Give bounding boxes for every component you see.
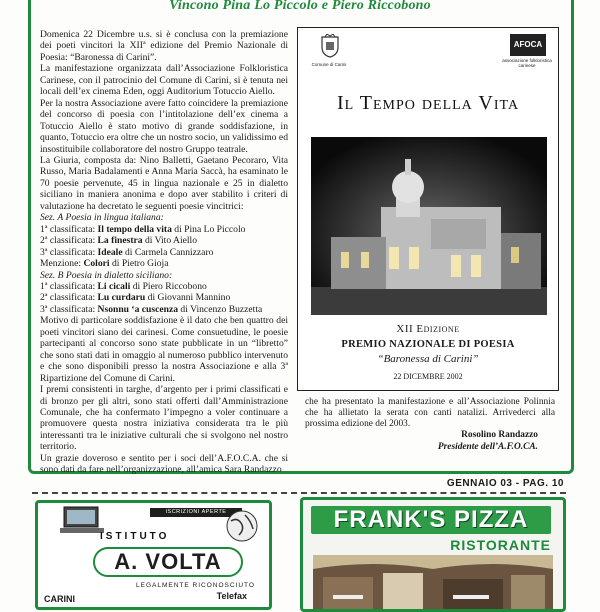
- church-illustration: [311, 137, 547, 315]
- winner-line: 2ª classificata: La finestra di Vito Aiello: [40, 235, 197, 247]
- istituto-label: ISTITUTO: [100, 531, 170, 542]
- signature-name: Rosolino Randazzo: [461, 430, 538, 440]
- section-heading: Sez. B Poesia in dialetto siciliano:: [40, 269, 173, 281]
- winner-line: 1ª classificata: Li cicali di Piero Riccobono: [40, 280, 207, 292]
- afoca-caption: associazione folkloristica carinese: [502, 58, 552, 68]
- paragraph: Motivo di particolare soddisfazione è il dato che ben quattro dei poeti vincitori siano dei carinesi. Come consuetudine, le poesie partecipanti al concorso sono state pubblicate in un “libretto” che sono stati dati in omaggio al numeroso pubblico intervenuto e che sono disponibili presso la nostra Associazione e alla 3ª Ripartizione del Comune di Carini.: [40, 315, 288, 384]
- poster-title: Il Tempo della Vita: [336, 92, 520, 114]
- winner-line: 3ª classificata: Nsonnu ‘a cuscenza di Vincenzo Buzzetta: [40, 303, 263, 315]
- winner-line: Menzione: Colori di Pietro Gioja: [40, 258, 169, 270]
- winner-line: 1ª classificata: Il tempo della vita di Pina Lo Piccolo: [40, 223, 246, 235]
- franks-pizza-title: FRANK'S PIZZA: [311, 506, 551, 534]
- franks-pizza-advert: [300, 497, 566, 612]
- paragraph: Domenica 22 Dicembre u.s. si è conclusa con la premiazione dei poeti vincitori la XIIª edizione del Premio Nazionale di Poesia: “Baronessa di Carini”.: [40, 29, 288, 63]
- ristorante-label: RISTORANTE: [450, 537, 551, 553]
- edition-label: XII Edizione: [396, 323, 460, 335]
- paragraph: Un grazie doveroso e sentito per i soci dell’A.F.O.C.A. che si sono dati da fare nell’organizzazione, all’amica Sara Randazzo: [40, 452, 288, 476]
- paragraph: Per la nostra Associazione avere fatto coincidere la premiazione del concorso di poesia con l’intitolazione dell’ex cinema a Totuccio Aiello è stato motivo di grande soddisfazione, in quanto, Totuccio era oltre che un nostro socio, un validissimo ed insostituibile collaboratore del nostro Gruppo teatrale.: [40, 97, 288, 155]
- volta-name: A. VOLTA: [93, 547, 243, 577]
- article-continued: che ha presentato la manifestazione e all’Associazione Polinnia che ha allietato la serata con canti natalizi. Arrivederci alla prossima edizione del 2003.: [305, 397, 555, 430]
- volta-advert: [35, 500, 272, 610]
- town-seal-icon: [318, 34, 342, 58]
- seal-caption: Comune di Carini: [311, 62, 347, 67]
- afoca-logo: AFOCA: [510, 34, 546, 56]
- globe-icon: [225, 509, 259, 543]
- restaurant-interior-photo: [313, 555, 553, 611]
- poster-date: 22 DICEMBRE 2002: [393, 372, 463, 381]
- winner-line: 3ª classificata: Ideale di Carmela Cannizzaro: [40, 246, 214, 258]
- paragraph: La manifestazione organizzata dall’Associazione Folkloristica Carinese, con il patrocinio del Comune di Carini, si è tenuta nei locali dell’ex cinema Eden, oggi Auditorium Totuccio Aiello.: [40, 63, 288, 98]
- section-heading: Sez. A Poesia in lingua italiana:: [40, 212, 164, 224]
- event-poster: [297, 27, 559, 391]
- headline: Vincono Pina Lo Piccolo e Piero Riccobono: [169, 0, 431, 13]
- signature-role: Presidente dell’A.F.O.CA.: [437, 442, 538, 452]
- enrollment-banner: ISCRIZIONI APERTE: [150, 508, 242, 517]
- page-footer: GENNAIO 03 - PAG. 10: [446, 478, 564, 489]
- prize-subtitle: “Baronessa di Carini”: [377, 353, 479, 365]
- dashed-divider: [32, 492, 566, 494]
- paragraph: La Giuria, composta da: Nino Balletti, Gaetano Pecoraro, Vita Russo, Maria Badalamenti e Anna Maria Saccà, ha esaminato le 70 poesie pervenute, 45 in lingua nazionale e 25 in dialetto siciliano in maniera anonima e dopo aver stabilito i criteri di valutazione ha decretato le seguenti poesie vincitrici:: [40, 154, 288, 212]
- church-night-photo: [311, 137, 547, 315]
- legal-label: LEGALMENTE RICONOSCIUTO: [136, 582, 255, 589]
- article-body: [40, 29, 288, 476]
- telefax-label: Telefax: [216, 591, 247, 601]
- city-label: CARINI: [44, 594, 75, 604]
- winner-line: 2ª classificata: Lu curdaru di Giovanni Mannino: [40, 292, 231, 304]
- restaurant-illustration: [313, 555, 553, 611]
- paragraph: I premi consistenti in targhe, d’argento per i primi classificati e di bronzo per gli altri, sono stati offerti dall’Amministrazione Comunale, che ha confermato l’impegno a voler continuare a promuovere questa nostra iniziativa considerata tra le più interessanti tra le iniziative culturali che si svolgono nel nostro territorio.: [40, 384, 288, 453]
- prize-label: PREMIO NAZIONALE DI POESIA: [341, 339, 515, 350]
